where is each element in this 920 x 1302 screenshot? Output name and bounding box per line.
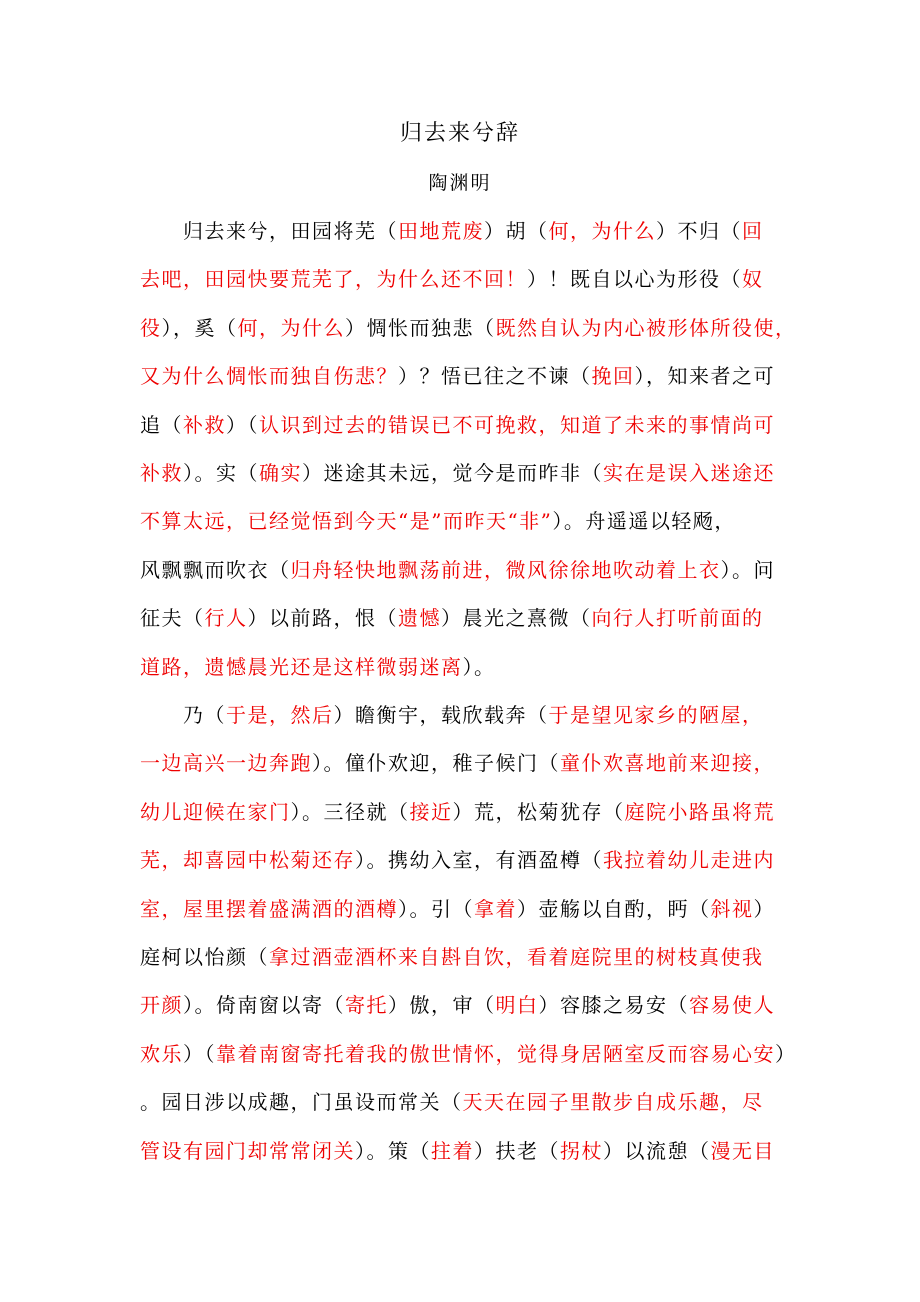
annotation-text: 管设有园门却常常闭关 — [140, 1138, 355, 1163]
original-text: 。园日涉以成趣，门虽设而常关（ — [140, 1090, 463, 1115]
text-line — [140, 555, 775, 585]
annotation-text: 天天在园子里散步自成乐趣，尽 — [462, 1090, 764, 1115]
annotation-text: 明白 — [495, 993, 539, 1018]
original-text: ）（ — [226, 412, 259, 437]
annotation-text: 于是，然后 — [226, 703, 334, 727]
text-line — [140, 942, 764, 972]
annotation-text: 认识到过去的错误已不可挽救，知道了未来的事情尚可 — [259, 412, 775, 437]
original-text: ）壶觞以自酌，眄（ — [517, 896, 711, 921]
text-line — [140, 216, 764, 246]
annotation-text: 拄着 — [431, 1138, 474, 1163]
original-text: ）（ — [183, 1041, 216, 1066]
original-text: ）以流憩（ — [603, 1138, 711, 1163]
original-text: ），知来者之可 — [634, 364, 775, 389]
original-text: ）扶老（ — [474, 1138, 560, 1163]
annotation-text: 向行人打听前面的 — [591, 606, 764, 631]
annotation-text: 庭院小路虽将荒 — [624, 799, 775, 824]
original-text: ）。问 — [720, 557, 775, 582]
original-text: ）胡（ — [484, 219, 549, 243]
annotation-text: 于是望见家乡的陋屋， — [548, 703, 764, 727]
annotation-text: 确实 — [259, 461, 302, 485]
original-text: 追（ — [140, 412, 183, 437]
annotation-text: 容易使人 — [689, 993, 775, 1018]
annotation-text: 拿着 — [474, 896, 517, 921]
original-text: ）。僮仆欢迎，稚子候门（ — [312, 751, 560, 776]
original-text: ） — [753, 896, 775, 921]
annotation-text: 室，屋里摆着盛满酒的酒樽 — [140, 896, 398, 921]
annotation-text: 遗憾 — [398, 606, 441, 631]
annotation-text: 挽回 — [591, 364, 635, 389]
original-text: ）。携幼入室，有酒盈樽（ — [355, 848, 603, 873]
doc-title: 归去来兮辞 — [399, 121, 520, 146]
original-text: ）。三径就（ — [290, 799, 410, 824]
original-text: ）。引（ — [398, 896, 474, 921]
text-line — [140, 797, 775, 827]
original-text: ）荒，松菊犹存（ — [452, 799, 625, 824]
original-text: ）傲，审（ — [388, 993, 496, 1018]
annotation-text: 田地荒废 — [398, 219, 484, 243]
text-line — [140, 313, 797, 343]
annotation-text: 寄托 — [345, 993, 388, 1018]
annotation-text: 役 — [140, 315, 162, 340]
original-text: ）惆怅而独悲（ — [345, 315, 496, 340]
original-text: ）瞻衡宇，载欣载奔（ — [333, 703, 549, 727]
annotation-text: 开颜 — [140, 993, 183, 1018]
annotation-text: 何，为什么 — [548, 219, 656, 243]
annotation-text: 我拉着幼儿走进内 — [603, 848, 775, 873]
annotation-text: 又为什么惆怅而独自伤悲？ — [140, 364, 398, 389]
original-text: ）！既自以心为形役（ — [527, 267, 742, 292]
original-text: ），奚（ — [161, 315, 238, 340]
annotation-text: 一边高兴一边奔跑 — [140, 751, 312, 776]
original-text: 乃（ — [140, 703, 226, 727]
original-text: 征夫（ — [140, 606, 205, 631]
annotation-text: 何，为什么 — [237, 315, 345, 340]
text-line — [140, 845, 775, 875]
annotation-text: 接近 — [409, 799, 453, 824]
original-text: 庭柯以怡颜（ — [140, 945, 269, 969]
annotation-text: 补救 — [183, 412, 226, 437]
original-text: ）。实（ — [183, 461, 259, 485]
annotation-text: 既然自认为内心被形体所役使， — [495, 315, 797, 340]
text-line — [140, 748, 775, 778]
annotation-text: 道路，遗憾晨光还是这样微弱迷离 — [140, 654, 463, 679]
annotation-text: 拿过酒壶酒杯来自斟自饮，看着庭院里的树枝真使我 — [269, 945, 764, 969]
text-line — [140, 361, 775, 391]
annotation-text: 归舟轻快地飘荡前进，微风徐徐地吹动着上衣 — [290, 557, 721, 582]
annotation-text: 行人 — [204, 606, 248, 631]
annotation-text: 芜，却喜园中松菊还存 — [140, 848, 355, 873]
annotation-text: 欢乐 — [140, 1041, 183, 1066]
original-text: ）？悟已往之不谏（ — [398, 364, 592, 389]
text-line — [140, 1039, 797, 1069]
text-line — [140, 458, 775, 488]
original-text: ）。策（ — [355, 1138, 431, 1163]
doc-author: 陶渊明 — [428, 172, 492, 194]
text-line — [140, 1087, 764, 1117]
annotation-text: 去吧，田园快要荒芜了，为什么还不回！ — [140, 267, 527, 292]
annotation-text: 童仆欢喜地前来迎接， — [560, 751, 775, 776]
text-line — [140, 410, 775, 440]
annotation-text: 不算太远，已经觉悟到今天“是”而昨天“非” — [140, 509, 553, 534]
original-text: ）以前路，恨（ — [247, 606, 398, 631]
text-line — [140, 990, 775, 1020]
annotation-text: 实在是误入迷途还 — [603, 461, 775, 485]
text-line — [140, 894, 775, 924]
original-text: 风飘飘而吹衣（ — [140, 557, 291, 582]
annotation-text: 漫无目 — [710, 1138, 775, 1163]
annotation-text: 奴 — [742, 267, 764, 292]
original-text: ） — [775, 1041, 797, 1066]
original-text: 归去来兮，田园将芜（ — [140, 219, 398, 243]
original-text: ）容膝之易安（ — [538, 993, 689, 1018]
text-line — [140, 652, 496, 682]
annotation-text: 拐杖 — [560, 1138, 603, 1163]
annotation-text: 回 — [742, 219, 764, 243]
original-text: ）晨光之熹微（ — [441, 606, 592, 631]
annotation-text: 幼儿迎候在家门 — [140, 799, 291, 824]
text-line — [140, 506, 736, 536]
annotation-text: 斜视 — [710, 896, 754, 921]
original-text: ）。舟遥遥以轻飏， — [552, 509, 736, 534]
text-line — [140, 264, 764, 294]
original-text: ）不归（ — [656, 219, 742, 243]
original-text: ）。倚南窗以寄（ — [183, 993, 345, 1018]
annotation-text: 补救 — [140, 461, 183, 485]
text-line — [140, 603, 764, 633]
text-line — [140, 700, 764, 730]
original-text: ）。 — [462, 654, 496, 679]
text-line — [140, 1136, 775, 1166]
original-text: ）迷途其未远，觉今是而昨非（ — [302, 461, 603, 485]
annotation-text: 靠着南窗寄托着我的傲世情怀，觉得身居陋室反而容易心安 — [216, 1041, 775, 1066]
